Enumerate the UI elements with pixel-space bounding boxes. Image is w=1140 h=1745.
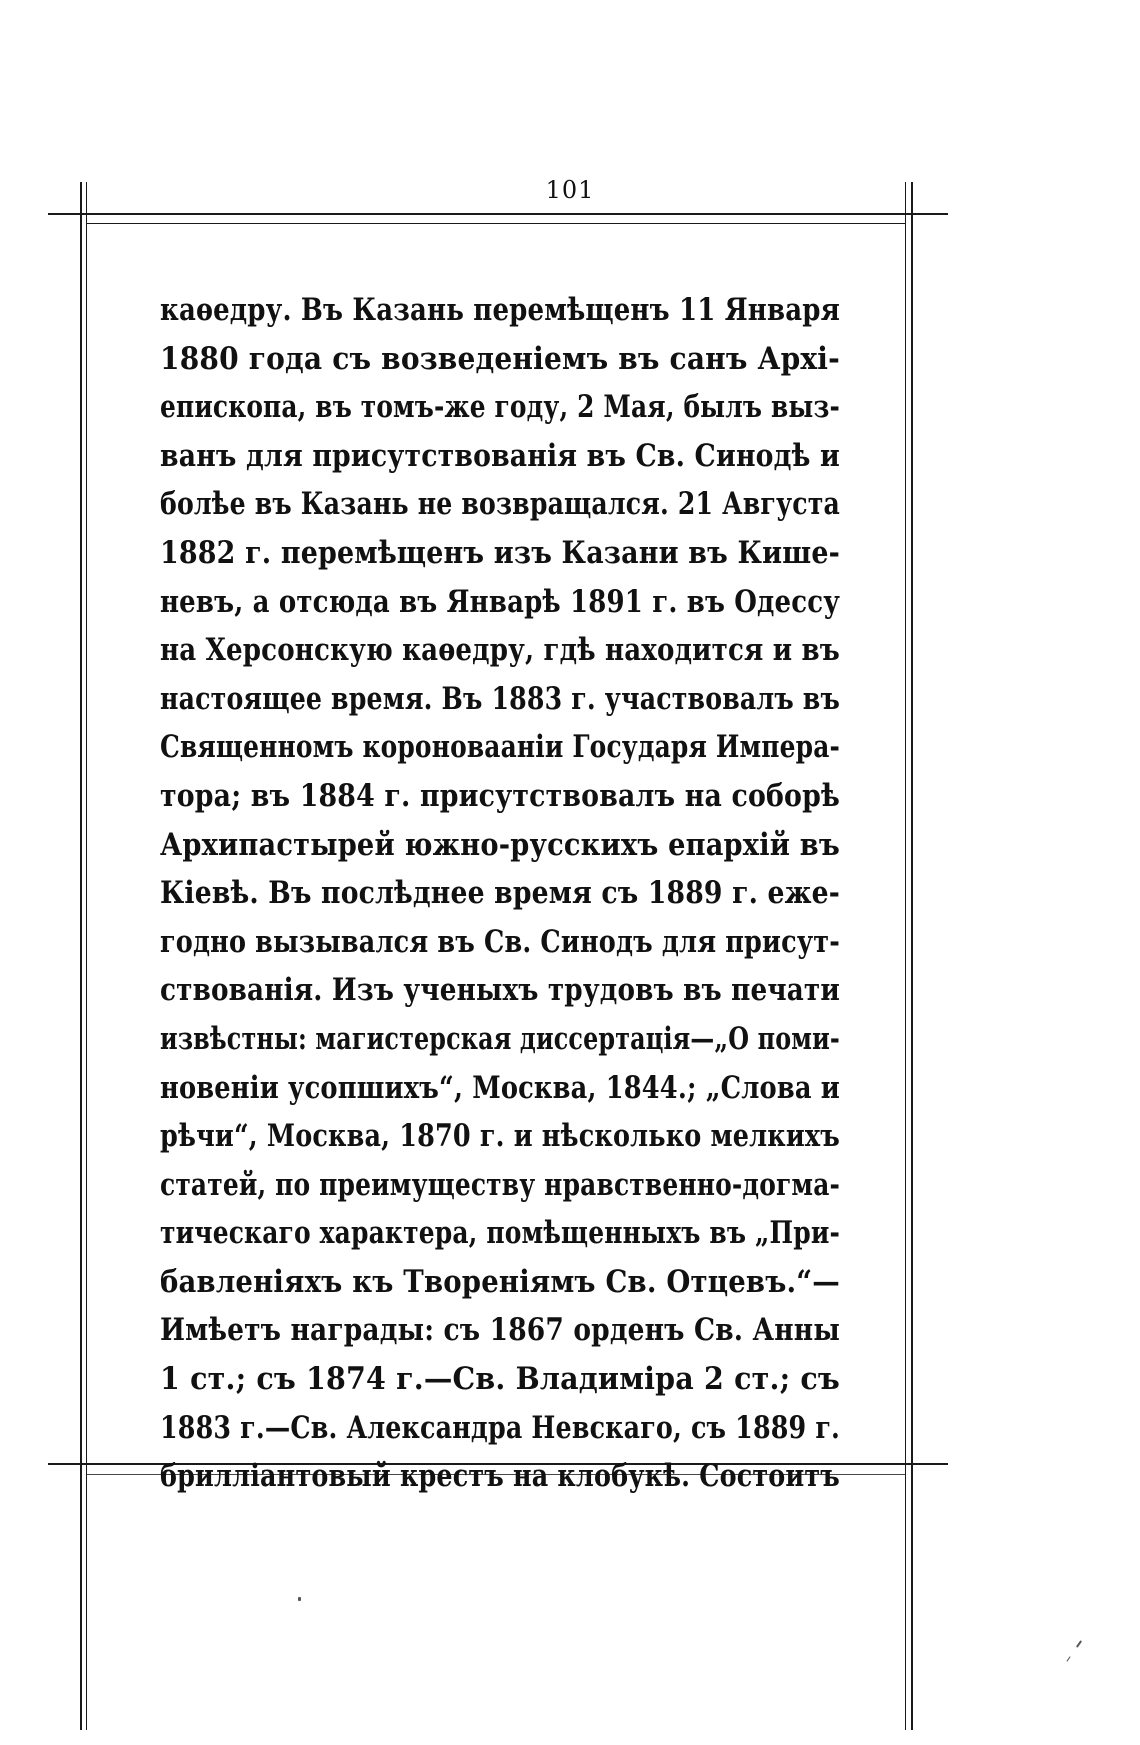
text-line: епископа, въ томъ-же году, 2 Мая, былъ выз- [160, 389, 840, 426]
text-line: настоящее время. Въ 1883 г. участвовалъ въ [160, 680, 841, 717]
text-line: Имѣетъ награды: съ 1867 орденъ Св. Анны [160, 1312, 841, 1349]
scan-speck [1076, 1640, 1082, 1648]
text-line: невъ, а отсюда въ Январѣ 1891 г. въ Одессу [160, 583, 841, 620]
text-line: тора; въ 1884 г. присутствовалъ на соборѣ [160, 777, 840, 814]
text-line: годно вызывался въ Св. Синодъ для присут- [160, 923, 841, 960]
text-line: болѣе въ Казань не возвращался. 21 Августа [160, 486, 840, 523]
text-line: брилліантовый крестъ на клобукѣ. Состоитъ [160, 1458, 840, 1495]
text-line: Священномъ короновааніи Государя Импера- [160, 729, 841, 766]
page-number: 101 [545, 176, 595, 204]
text-line: бавленіяхъ къ Твореніямъ Св. Отцевъ.“— [160, 1263, 840, 1300]
header-rule-top [48, 213, 948, 215]
scan-speck [1066, 1656, 1070, 1661]
text-line: 1 ст.; съ 1874 г.—Св. Владиміра 2 ст.; съ [160, 1361, 840, 1398]
frame-right-inner [905, 182, 906, 1730]
frame-right-outer [911, 182, 913, 1730]
text-line: Архипастырей южно-русскихъ епархій въ [160, 826, 840, 863]
header-rule-bottom [86, 223, 906, 224]
text-line: 1880 года съ возведеніемъ въ санъ Архі- [160, 340, 840, 377]
text-line: извѣстны: магистерская диссертація—„О поми- [160, 1020, 840, 1057]
text-line: статей, по преимуществу нравственно-догма- [160, 1166, 841, 1203]
text-line: тическаго характера, помѣщенныхъ въ „При- [160, 1215, 841, 1252]
text-line: новеніи усопшихъ“, Москва, 1844.; „Слова и [160, 1069, 841, 1106]
text-line: каѳедру. Въ Казань перемѣщенъ 11 Января [160, 292, 840, 328]
frame-left-outer [80, 182, 82, 1730]
text-line: ванъ для присутствованія въ Св. Синодѣ и [160, 437, 840, 474]
text-line: рѣчи“, Москва, 1870 г. и нѣсколько мелкихъ [160, 1118, 840, 1155]
text-line: ствованія. Изъ ученыхъ трудовъ въ печати [160, 972, 840, 1009]
frame-left-inner [86, 182, 87, 1730]
scan-speck [298, 1597, 301, 1601]
text-line: 1882 г. перемѣщенъ изъ Казани въ Кише- [160, 534, 841, 571]
body-text [160, 286, 840, 1501]
text-line: 1883 г.—Св. Александра Невскаго, съ 1889 г. [160, 1409, 841, 1446]
text-line: на Херсонскую каѳедру, гдѣ находится и въ [160, 632, 840, 669]
text-line: Кіевѣ. Въ послѣднее время съ 1889 г. еже- [160, 875, 841, 912]
